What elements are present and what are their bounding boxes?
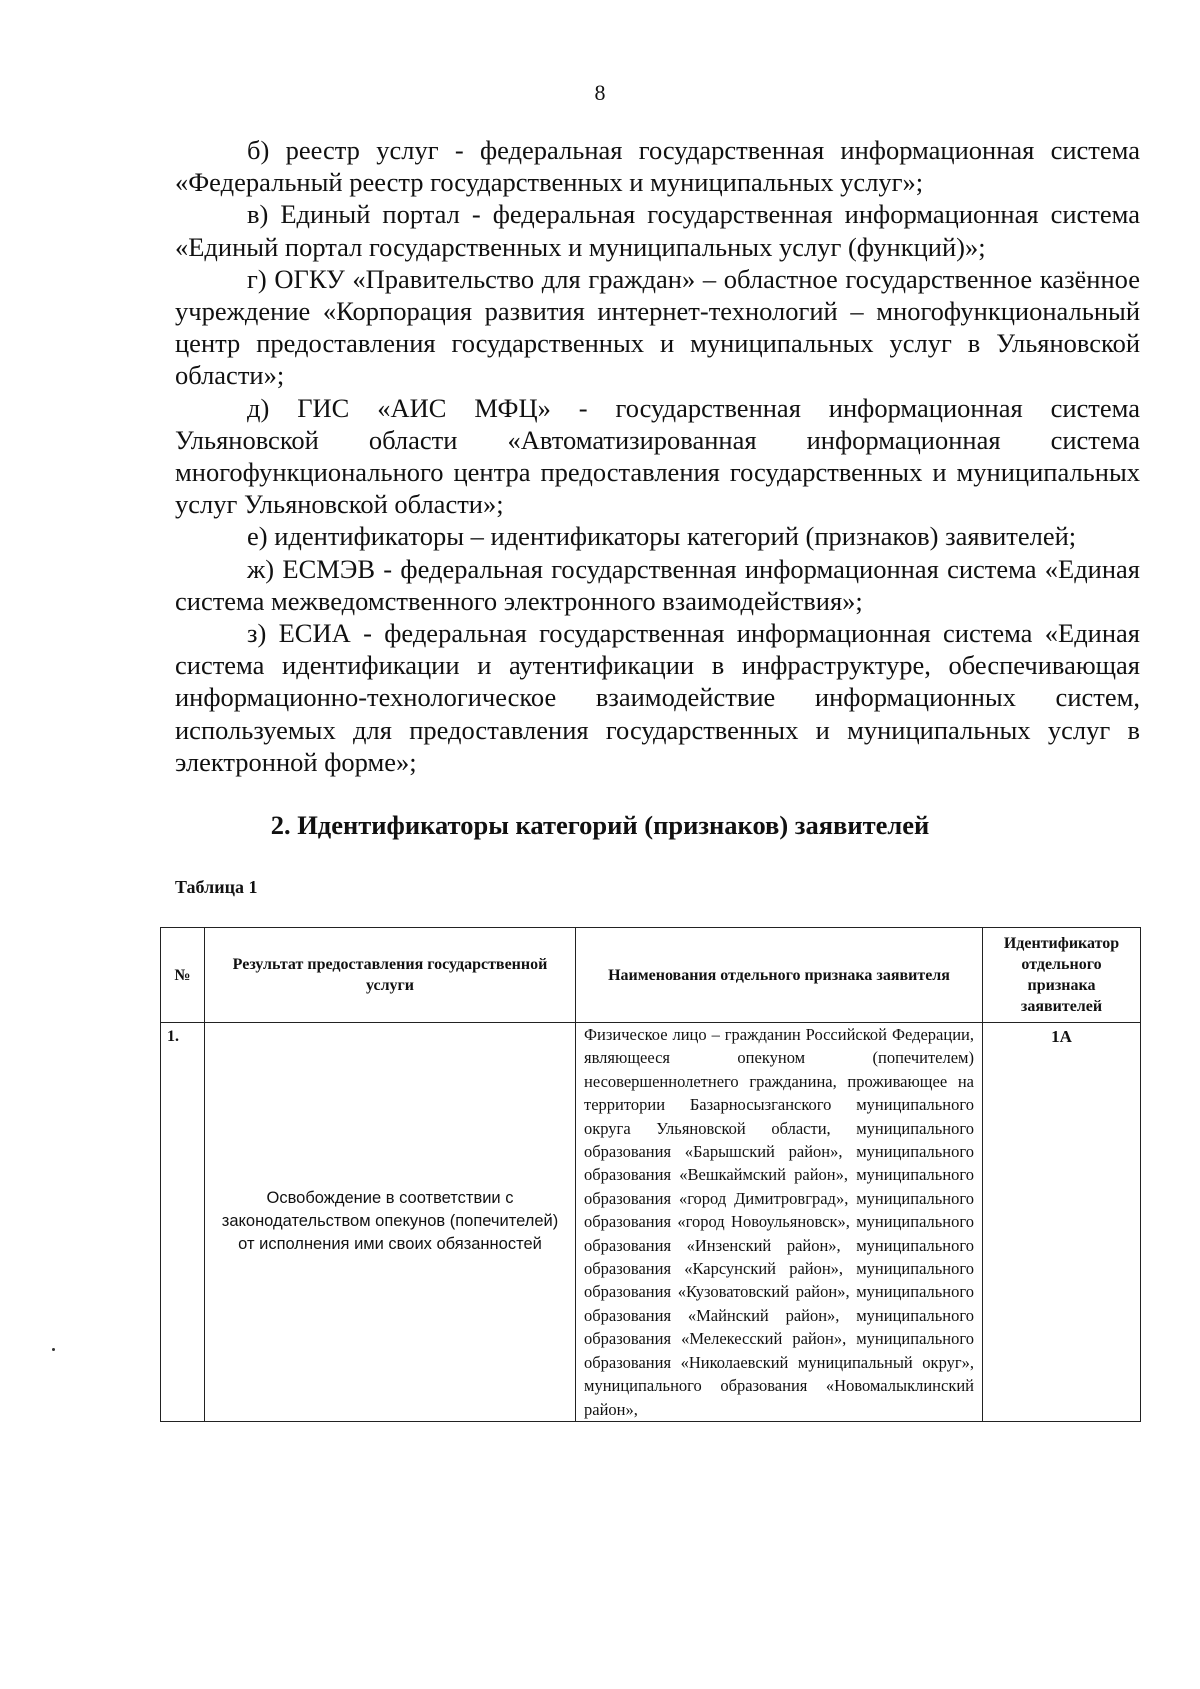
definition-paragraph: д) ГИС «АИС МФЦ» - государственная информационная система Ульяновской области «Автоматизированная информационная система многофункционального центра предоставления государственных и муниципальных услуг Ульяновской области»; (175, 392, 1140, 520)
definition-paragraph: з) ЕСИА - федеральная государственная информационная система «Единая система идентификации и аутентификации в инфраструктуре, обеспечивающая информационно-технологическое взаимодействие информационных систем, используемых для предоставления государственных и муниципальных услуг в электронной форме»; (175, 618, 1140, 777)
table-caption: Таблица 1 (175, 877, 258, 897)
applicant-identifiers-table-wrap (160, 927, 1141, 1422)
table-row (161, 1023, 1141, 1422)
section-heading: 2. Идентификаторы категорий (признаков) заявителей (270, 810, 930, 840)
row-service-result: Освобождение в соответствии с законодательством опекунов (попечителей) от исполнения ими своих обязанностей (205, 1023, 576, 1422)
header-number: № (161, 928, 205, 1023)
scan-speck (52, 1348, 55, 1351)
definition-paragraph: е) идентификаторы – идентификаторы категорий (признаков) заявителей; (247, 521, 1077, 552)
applicant-identifiers-table (160, 927, 1141, 1422)
definitions-list (175, 134, 1140, 778)
page-number: 8 (594, 80, 606, 105)
definition-paragraph: г) ОГКУ «Правительство для граждан» – областное государственное казённое учреждение «Корпорация развития интернет-технологий – многофункциональный центр предоставления государственных и муниципальных услуг в Ульяновской области»; (175, 263, 1140, 391)
header-applicant-feature: Наименования отдельного признака заявителя (576, 928, 983, 1023)
row-number: 1. (161, 1023, 205, 1422)
definition-paragraph: ж) ЕСМЭВ - федеральная государственная информационная система «Единая система межведомственного электронного взаимодействия»; (175, 553, 1140, 616)
definition-paragraph: в) Единый портал - федеральная государственная информационная система «Единый портал государственных и муниципальных услуг (функций)»; (175, 199, 1140, 262)
table-header-row (161, 928, 1141, 1023)
row-applicant-feature: Физическое лицо – гражданин Российской Федерации, являющееся опекуном (попечителем) несовершеннолетнего гражданина, проживающее на территории Базарносызганского муниципального округа Ульяновской области, муниципального образования «Барышский район», муниципального образования «Вешкаймский район», муниципального образования «город Димитровград», муниципального образования «город Новоульяновск», муниципального образования «Инзенский район», муниципального образования «Карсунский район», муниципального образования «Кузоватовский район», муниципального образования «Майнский район», муниципального образования «Мелекесский район», муниципального образования «Николаевский муниципальный округ», муниципального образования «Новомалыклинский район», (576, 1023, 983, 1422)
definition-paragraph: б) реестр услуг - федеральная государственная информационная система «Федеральный реестр государственных и муниципальных услуг»; (175, 135, 1140, 198)
header-feature-identifier: Идентификатор отдельного признака заявителей (983, 928, 1141, 1023)
row-identifier: 1А (983, 1023, 1141, 1422)
header-service-result: Результат предоставления государственной услуги (205, 928, 576, 1023)
